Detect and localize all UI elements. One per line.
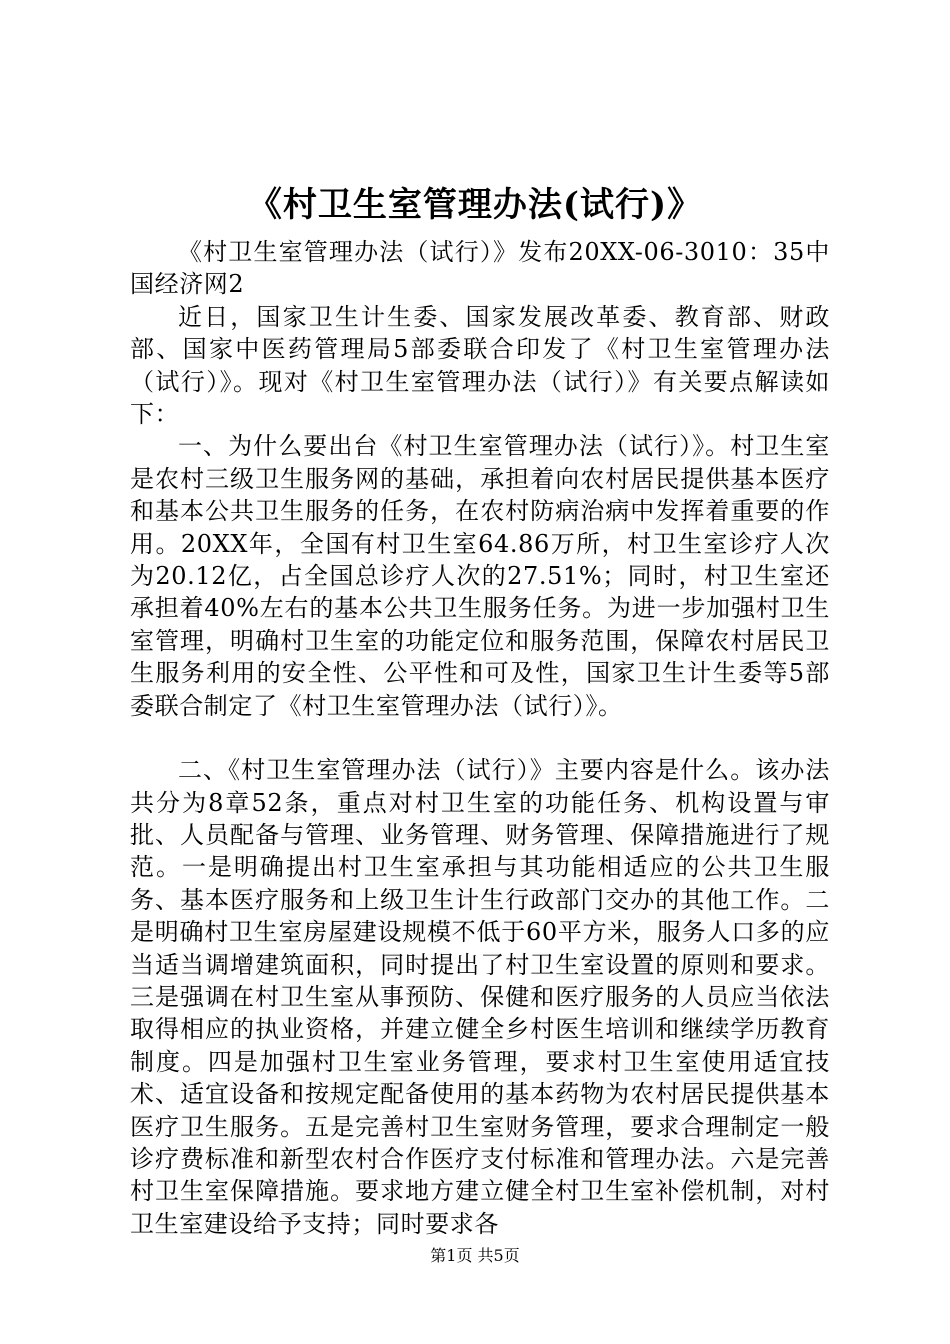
paragraph-source-line: 《村卫生室管理办法（试行）》发布20XX-06-3010：35中国经济网2 (130, 238, 830, 299)
paragraph-intro: 近日，国家卫生计生委、国家发展改革委、教育部、财政部、国家中医药管理局5部委联合印发了《村卫生室管理办法（试行）》。现对《村卫生室管理办法（试行）》有关要点解读如下： (130, 302, 830, 429)
paragraph-section-one: 一、为什么要出台《村卫生室管理办法（试行）》。村卫生室是农村三级卫生服务网的基础，承担着向农村居民提供基本医疗和基本公共卫生服务的任务，在农村防病治病中发挥着重要的作用。20XX年，全国有村卫生室64.86万所，村卫生室诊疗人次为20.12亿，占全国总诊疗人次的27.51%；同时，村卫生室还承担着40%左右的基本公共卫生服务任务。为进一步加强村卫生室管理，明确村卫生室的功能定位和服务范围，保障农村居民卫生服务利用的安全性、公平性和可及性，国家卫生计生委等5部委联合制定了《村卫生室管理办法（试行）》。 (130, 432, 830, 720)
paragraph-section-two: 二、《村卫生室管理办法（试行）》主要内容是什么。该办法共分为8章52条，重点对村卫生室的功能任务、机构设置与审批、人员配备与管理、业务管理、财务管理、保障措施进行了规范。一是明确提出村卫生室承担与其功能相适应的公共卫生服务、基本医疗服务和上级卫生计生行政部门交办的其他工作。二是明确村卫生室房屋建设规模不低于60平方米，服务人口多的应当适当调增建筑面积，同时提出了村卫生室设置的原则和要求。三是强调在村卫生室从事预防、保健和医疗服务的人员应当依法取得相应的执业资格，并建立健全乡村医生培训和继续学历教育制度。四是加强村卫生室业务管理，要求村卫生室使用适宜技术、适宜设备和按规定配备使用的基本药物为农村居民提供基本医疗卫生服务。五是完善村卫生室财务管理，要求合理制定一般诊疗费标准和新型农村合作医疗支付标准和管理办法。六是完善村卫生室保障措施。要求地方建立健全村卫生室补偿机制，对村卫生室建设给予支持；同时要求各 (130, 756, 830, 1238)
document-body (130, 236, 830, 1240)
page-number: 第1页 共5页 (430, 1246, 520, 1265)
document-title: 《村卫生室管理办法(试行)》 (247, 185, 703, 225)
